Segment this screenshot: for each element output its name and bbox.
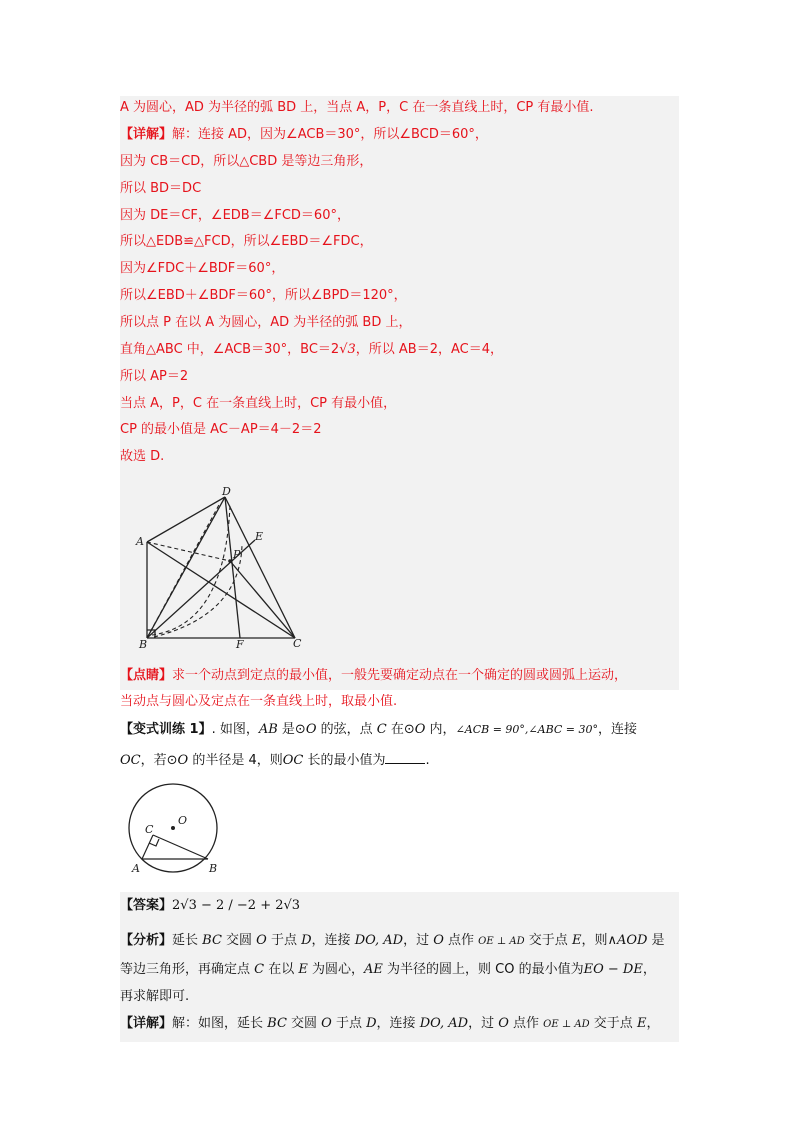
solution-line-4: 所以 BD＝DC (120, 181, 202, 196)
math-D: D (366, 1016, 377, 1031)
comment-tag: 【点睛】 (120, 668, 173, 683)
seg-AC (147, 542, 295, 638)
math-E: E (298, 962, 308, 977)
point-P (228, 559, 232, 563)
variant-text: ，连接 (598, 722, 638, 737)
analysis-text: 为半径的圆上，则 CO 的最小值为 (382, 962, 584, 977)
math-D: D (301, 933, 312, 948)
seg-CB (153, 835, 208, 859)
line10-text-b: ，所以 AB＝2，AC＝4， (355, 342, 503, 357)
solution-line-2 (120, 127, 488, 143)
label-B: B (209, 862, 218, 875)
solution-line-13: CP 的最小值是 AC－AP＝4－2＝2 (120, 422, 322, 437)
math-OE-perp-AD: OE ⊥ AD (478, 936, 525, 947)
answer-blank[interactable] (385, 751, 425, 764)
detail2-tag: 【详解】 (120, 1016, 173, 1031)
variant-tag: 【变式训练 1】 (120, 722, 212, 737)
variant-text: . 如图， (211, 722, 259, 737)
label-C: C (293, 637, 302, 650)
variant-text: 内， (425, 722, 456, 737)
solution-line-12: 当点 A，P，C 在一条直线上时，CP 有最小值， (120, 396, 397, 411)
math-OE-perp-AD: OE ⊥ AD (543, 1019, 590, 1030)
label-P: P (233, 548, 241, 561)
label-D: D (222, 485, 231, 498)
math-OC: OC (120, 753, 141, 768)
variant-text: 的半径是 4，则 (188, 753, 283, 768)
solution-line-14: 故选 D. (120, 449, 165, 464)
variant-text: 在⊙ (386, 722, 415, 737)
analysis-text: ，连接 (311, 933, 355, 948)
analysis-text: ，过 (403, 933, 434, 948)
answer-tag: 【答案】 (120, 898, 173, 913)
analysis-text: 等边三角形，再确定点 (120, 962, 255, 977)
comment-line-1 (120, 668, 627, 684)
math-O: O (414, 722, 426, 737)
math-AB: AB (258, 722, 278, 737)
seg-DF (225, 497, 240, 638)
analysis-text: 于点 (266, 933, 302, 948)
label-O: O (178, 814, 188, 827)
math-DO-AD: DO, AD (419, 1016, 469, 1031)
variant-text: ，若⊙ (140, 753, 178, 768)
label-A: A (132, 862, 140, 875)
solution-line-11: 所以 AP＝2 (120, 369, 189, 384)
solution-line-8: 所以∠EBD＋∠BDF＝60°，所以∠BPD＝120°， (120, 288, 407, 303)
detail2-text: 交圆 (286, 1016, 322, 1031)
variant-text: . (425, 753, 430, 768)
analysis-text: ，则∧ (581, 933, 617, 948)
detail2-text: ，过 (468, 1016, 499, 1031)
math-O: O (498, 1016, 509, 1031)
detail2-text: 解：如图，延长 (172, 1016, 268, 1031)
detail2-text: ， (646, 1016, 660, 1031)
analysis-text: 点作 (443, 933, 479, 948)
math-angles: ∠ACB = 90°,∠ABC = 30° (455, 723, 598, 736)
center-O (171, 826, 175, 830)
math-BC: BC (202, 933, 222, 948)
label-F: F (236, 638, 244, 650)
geometry-figure-2 (125, 782, 235, 882)
analysis-line-3: 再求解即可. (120, 989, 190, 1004)
analysis-text: ， (642, 962, 656, 977)
solution-line-3: 因为 CB＝CD，所以△CBD 是等边三角形， (120, 154, 373, 169)
variant-text: 是⊙ (277, 722, 306, 737)
detail-text: 解：连接 AD，因为∠ACB＝30°，所以∠BCD＝60°， (172, 127, 488, 142)
label-E: E (255, 530, 264, 543)
analysis-line-2 (120, 962, 656, 978)
answer-line (120, 898, 300, 914)
variant-text: 的弦，点 (316, 722, 377, 737)
detail2-text: 交于点 (589, 1016, 637, 1031)
math-O: O (433, 933, 444, 948)
comment-line-2: 当动点与圆心及定点在一条直线上时，取最小值. (120, 694, 398, 709)
analysis-text: 延长 (172, 933, 203, 948)
solution-line-9: 所以点 P 在以 A 为圆心，AD 为半径的弧 BD 上， (120, 315, 412, 330)
seg-AP-dashed (147, 542, 230, 561)
variant-line-1 (120, 722, 637, 738)
geometry-figure-1 (130, 485, 310, 650)
detail-tag: 【详解】 (120, 127, 173, 142)
solution-line-10 (120, 342, 503, 358)
label-A: A (136, 535, 144, 548)
math-O: O (305, 722, 317, 737)
seg-AD (147, 497, 225, 542)
math-OC: OC (282, 753, 304, 768)
math-O: O (256, 933, 267, 948)
detail2-line (120, 1016, 659, 1033)
analysis-text: 为圆心， (307, 962, 364, 977)
math-E: E (636, 1016, 647, 1031)
math-EO-minus-DE: EO − DE (583, 962, 643, 977)
math-E: E (571, 933, 582, 948)
label-B: B (139, 638, 148, 650)
variant-text: 长的最小值为 (303, 753, 386, 768)
seg-AC (142, 835, 153, 859)
label-C: C (145, 823, 154, 836)
sqrt3: √3 (339, 342, 356, 357)
analysis-line-1 (120, 933, 665, 950)
solution-line-6: 所以△EDB≌△FCD，所以∠EBD＝∠FDC， (120, 234, 373, 249)
math-O: O (177, 753, 189, 768)
math-DO-AD: DO, AD (354, 933, 404, 948)
math-O: O (321, 1016, 332, 1031)
answer-value: 2√3 − 2 / −2 + 2√3 (172, 898, 301, 913)
analysis-tag: 【分析】 (120, 933, 173, 948)
analysis-text: 交圆 (221, 933, 257, 948)
solution-line-1: A 为圆心，AD 为半径的弧 BD 上，当点 A，P，C 在一条直线上时，CP 有最小值. (120, 100, 594, 115)
math-BC: BC (267, 1016, 287, 1031)
comment-text-1: 求一个动点到定点的最小值，一般先要确定动点在一个确定的圆或圆弧上运动， (172, 668, 628, 683)
detail2-text: 于点 (331, 1016, 367, 1031)
detail2-text: 点作 (508, 1016, 544, 1031)
math-AE: AE (364, 962, 383, 977)
line10-text-a: 直角△ABC 中，∠ACB＝30°，BC＝2 (120, 342, 340, 357)
math-C: C (254, 962, 265, 977)
analysis-text: 交于点 (524, 933, 572, 948)
analysis-text: 在以 (264, 962, 299, 977)
math-AOD: AOD (616, 933, 648, 948)
solution-line-7: 因为∠FDC＋∠BDF＝60°， (120, 261, 285, 276)
analysis-text: 是 (647, 933, 665, 948)
solution-line-5: 因为 DE＝CF，∠EDB＝∠FCD＝60°， (120, 208, 350, 223)
math-C: C (376, 722, 387, 737)
seg-BD-dashed (147, 503, 220, 638)
detail2-text: ，连接 (376, 1016, 420, 1031)
variant-line-2 (120, 751, 430, 769)
